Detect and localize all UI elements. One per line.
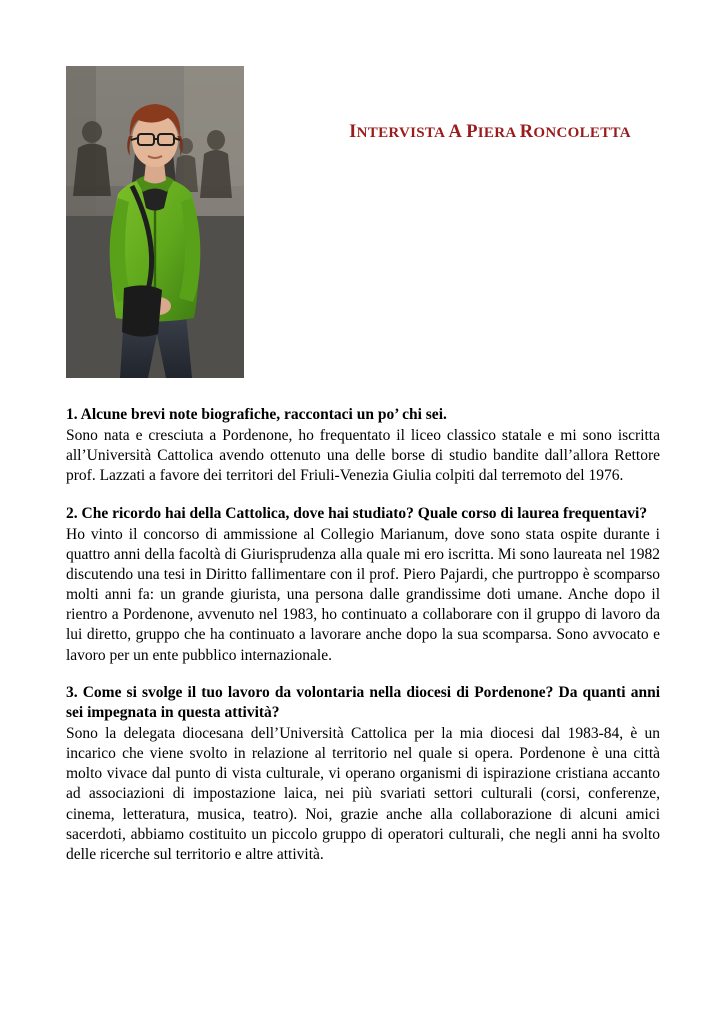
answer-1: Sono nata e cresciuta a Pordenone, ho frequentato il liceo classico statale e mi sono iscritta all’Università Cattolica avendo ottenuto una delle borse di studio bandite dall’allora Rettore prof. Lazzati a favore dei territori del Friuli-Venezia Giulia colpiti dal terremoto del 1976. (66, 427, 660, 485)
question-3: 3. Come si svolge il tuo lavoro da volontaria nella diocesi di Pordenone? Da quanti anni sei impegnata in questa attività? (66, 683, 660, 721)
qa-block-1 (66, 405, 660, 487)
question-2: 2. Che ricordo hai della Cattolica, dove hai studiato? Quale corso di laurea frequentavi? (66, 504, 648, 522)
page-title-text: INTERVISTA A PIERA RONCOLETTA (349, 122, 631, 142)
document-header (0, 0, 725, 335)
qa-block-2 (66, 504, 660, 666)
qa-block-3 (66, 683, 660, 865)
answer-2: Ho vinto il concorso di ammissione al Collegio Marianum, dove sono stata ospite durante i quattro anni della facoltà di Giurisprudenza alla quale mi ero iscritta. Mi sono laureata nel 1982 discutendo una tesi in Diritto fallimentare con il prof. Piero Pajardi, che purtroppo è scomparso molti anni fa: un grande giurista, una persona dalle grandissime doti umane. Anche dopo il rientro a Pordenone, avvenuto nel 1983, ho continuato a collaborare con il gruppo di lavoro da lui diretto, gruppo che ha continuato a lavorare anche dopo la sua scomparsa. Sono avvocato e lavoro per un ente pubblico internazionale. (66, 525, 660, 664)
portrait-photo (66, 66, 244, 378)
answer-3: Sono la delegata diocesana dell’Università Cattolica per la mia diocesi dal 1983-84, è un incarico che viene svolto in relazione al territorio nel quale si opera. Pordenone è una città molto vivace dal punto di vista culturale, vi operano organismi di ispirazione cristiana accanto ad associazioni di impostazione laica, nei più svariati settori culturali (corsi, conferenze, cinema, letteratura, musica, teatro). Noi, grazie anche alla collaborazione di alcuni amici sacerdoti, abbiamo costituito un piccolo gruppo di operatori culturali, che negli anni ha svolto delle ricerche sul territorio e altre attività. (66, 724, 660, 863)
page-title (300, 122, 680, 143)
interview-body (66, 405, 660, 882)
question-1: 1. Alcune brevi note biografiche, raccontaci un po’ chi sei. (66, 406, 447, 423)
